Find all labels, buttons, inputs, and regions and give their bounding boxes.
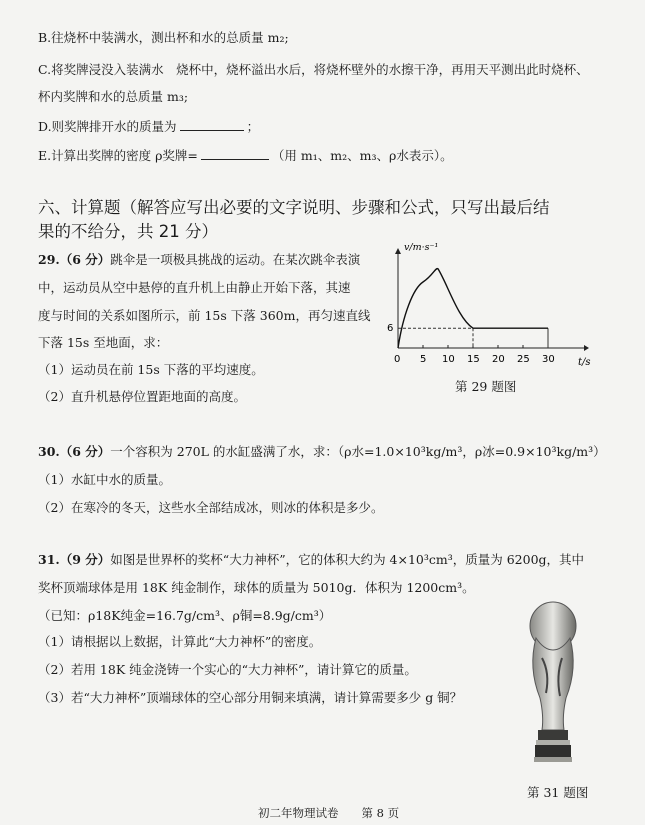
q29-line2: 中，运动员从空中悬停的直升机上由静止开始下落，其速 <box>38 280 351 295</box>
q31-sub1: （1）请根据以上数据，计算此“大力神杯”的密度。 <box>38 634 322 649</box>
q30-sub1: （1）水缸中水的质量。 <box>38 472 171 487</box>
q30-sub2: （2）在寒冷的冬天，这些水全部结成冰，则冰的体积是多少。 <box>38 500 384 515</box>
q29-number: 29.（6 分） <box>38 252 111 267</box>
y-tick-label-6: 6 <box>387 323 394 335</box>
answer-blank-d[interactable] <box>180 119 244 131</box>
answer-blank-e[interactable] <box>201 148 269 160</box>
x-axis-label: t/s <box>578 357 591 368</box>
x-tick-label-10: 10 <box>442 354 455 365</box>
q29-text1: 跳伞是一项极具挑战的运动。在某次跳伞表演 <box>110 252 361 267</box>
section-title-line1: 六、计算题（解答应写出必要的文字说明、步骤和公式，只写出最后结 <box>38 198 550 217</box>
q31-line1 <box>38 552 584 568</box>
item-d-suffix: ； <box>246 119 260 134</box>
figure-29-caption: 第 29 题图 <box>455 379 517 394</box>
q30-number: 30.（6 分） <box>38 444 111 459</box>
q29-line1 <box>38 252 360 268</box>
item-d <box>38 119 259 135</box>
x-axis-arrow <box>584 345 589 351</box>
velocity-time-chart <box>386 240 608 375</box>
q30-text: 一个容积为 270L 的水缸盛满了水，求：（ρ水=1.0×10³kg/m³，ρ冰=0.9×10³kg/m³） <box>110 444 606 459</box>
q31-text1: 如图是世界杯的奖杯“大力神杯”，它的体积大约为 4×10³cm³，质量为 6200g，其中 <box>110 552 585 567</box>
item-e <box>38 148 453 164</box>
q31-sub3: （3）若“大力神杯”顶端球体的空心部分用铜来填满，请计算需要多少 g 铜？ <box>38 690 463 705</box>
world-cup-trophy-image <box>522 598 584 768</box>
q31-known: （已知：ρ18K纯金=16.7g/cm³、ρ铜=8.9g/cm³） <box>38 608 332 623</box>
q29-line3: 度与时间的关系如图所示，前 15s 下落 360m，再匀速直线 <box>38 308 371 323</box>
y-axis-label: v/m·s⁻¹ <box>404 242 439 253</box>
q29-sub2: （2）直升机悬停位置距地面的高度。 <box>38 389 246 404</box>
x-tick-label-20: 20 <box>492 354 505 365</box>
q29-sub1: （1）运动员在前 15s 下落的平均速度。 <box>38 362 264 377</box>
x-tick-label-15: 15 <box>467 354 480 365</box>
chart-axes <box>395 242 591 368</box>
q31-sub2: （2）若用 18K 纯金浇铸一个实心的“大力神杯”，请计算它的质量。 <box>38 662 417 677</box>
chart-ticks <box>387 323 555 365</box>
x-tick-label-5: 5 <box>420 354 427 365</box>
item-c-line1: C.将奖牌浸没入装满水 烧杯中，烧杯溢出水后，将烧杯壁外的水擦干净，再用天平测出此时烧杯、 <box>38 62 589 77</box>
q31-number: 31.（9 分） <box>38 552 111 567</box>
x-tick-label-0: 0 <box>394 354 401 365</box>
item-c-line2: 杯内奖牌和水的总质量 m₃; <box>38 89 189 104</box>
page-footer: 初二年物理试卷 第 8 页 <box>258 806 400 820</box>
item-b: B.往烧杯中装满水，测出杯和水的总质量 m₂; <box>38 30 289 45</box>
q30-line <box>38 444 606 460</box>
x-tick-label-25: 25 <box>517 354 530 365</box>
item-e-suffix: （用 m₁、m₂、m₃、ρ水表示）。 <box>271 148 453 163</box>
y-axis-arrow <box>395 248 401 254</box>
q29-line4: 下落 15s 至地面，求： <box>38 335 169 350</box>
item-e-text: E.计算出奖牌的密度 ρ奖牌= <box>38 148 198 163</box>
x-tick-label-30: 30 <box>542 354 555 365</box>
figure-31-caption: 第 31 题图 <box>527 785 589 800</box>
q31-line2: 奖杯顶端球体是用 18K 纯金制作，球体的质量为 5010g．体积为 1200cm³。 <box>38 580 475 595</box>
item-d-text: D.则奖牌排开水的质量为 <box>38 119 177 134</box>
section-title-line2: 果的不给分，共 21 分） <box>38 222 218 241</box>
